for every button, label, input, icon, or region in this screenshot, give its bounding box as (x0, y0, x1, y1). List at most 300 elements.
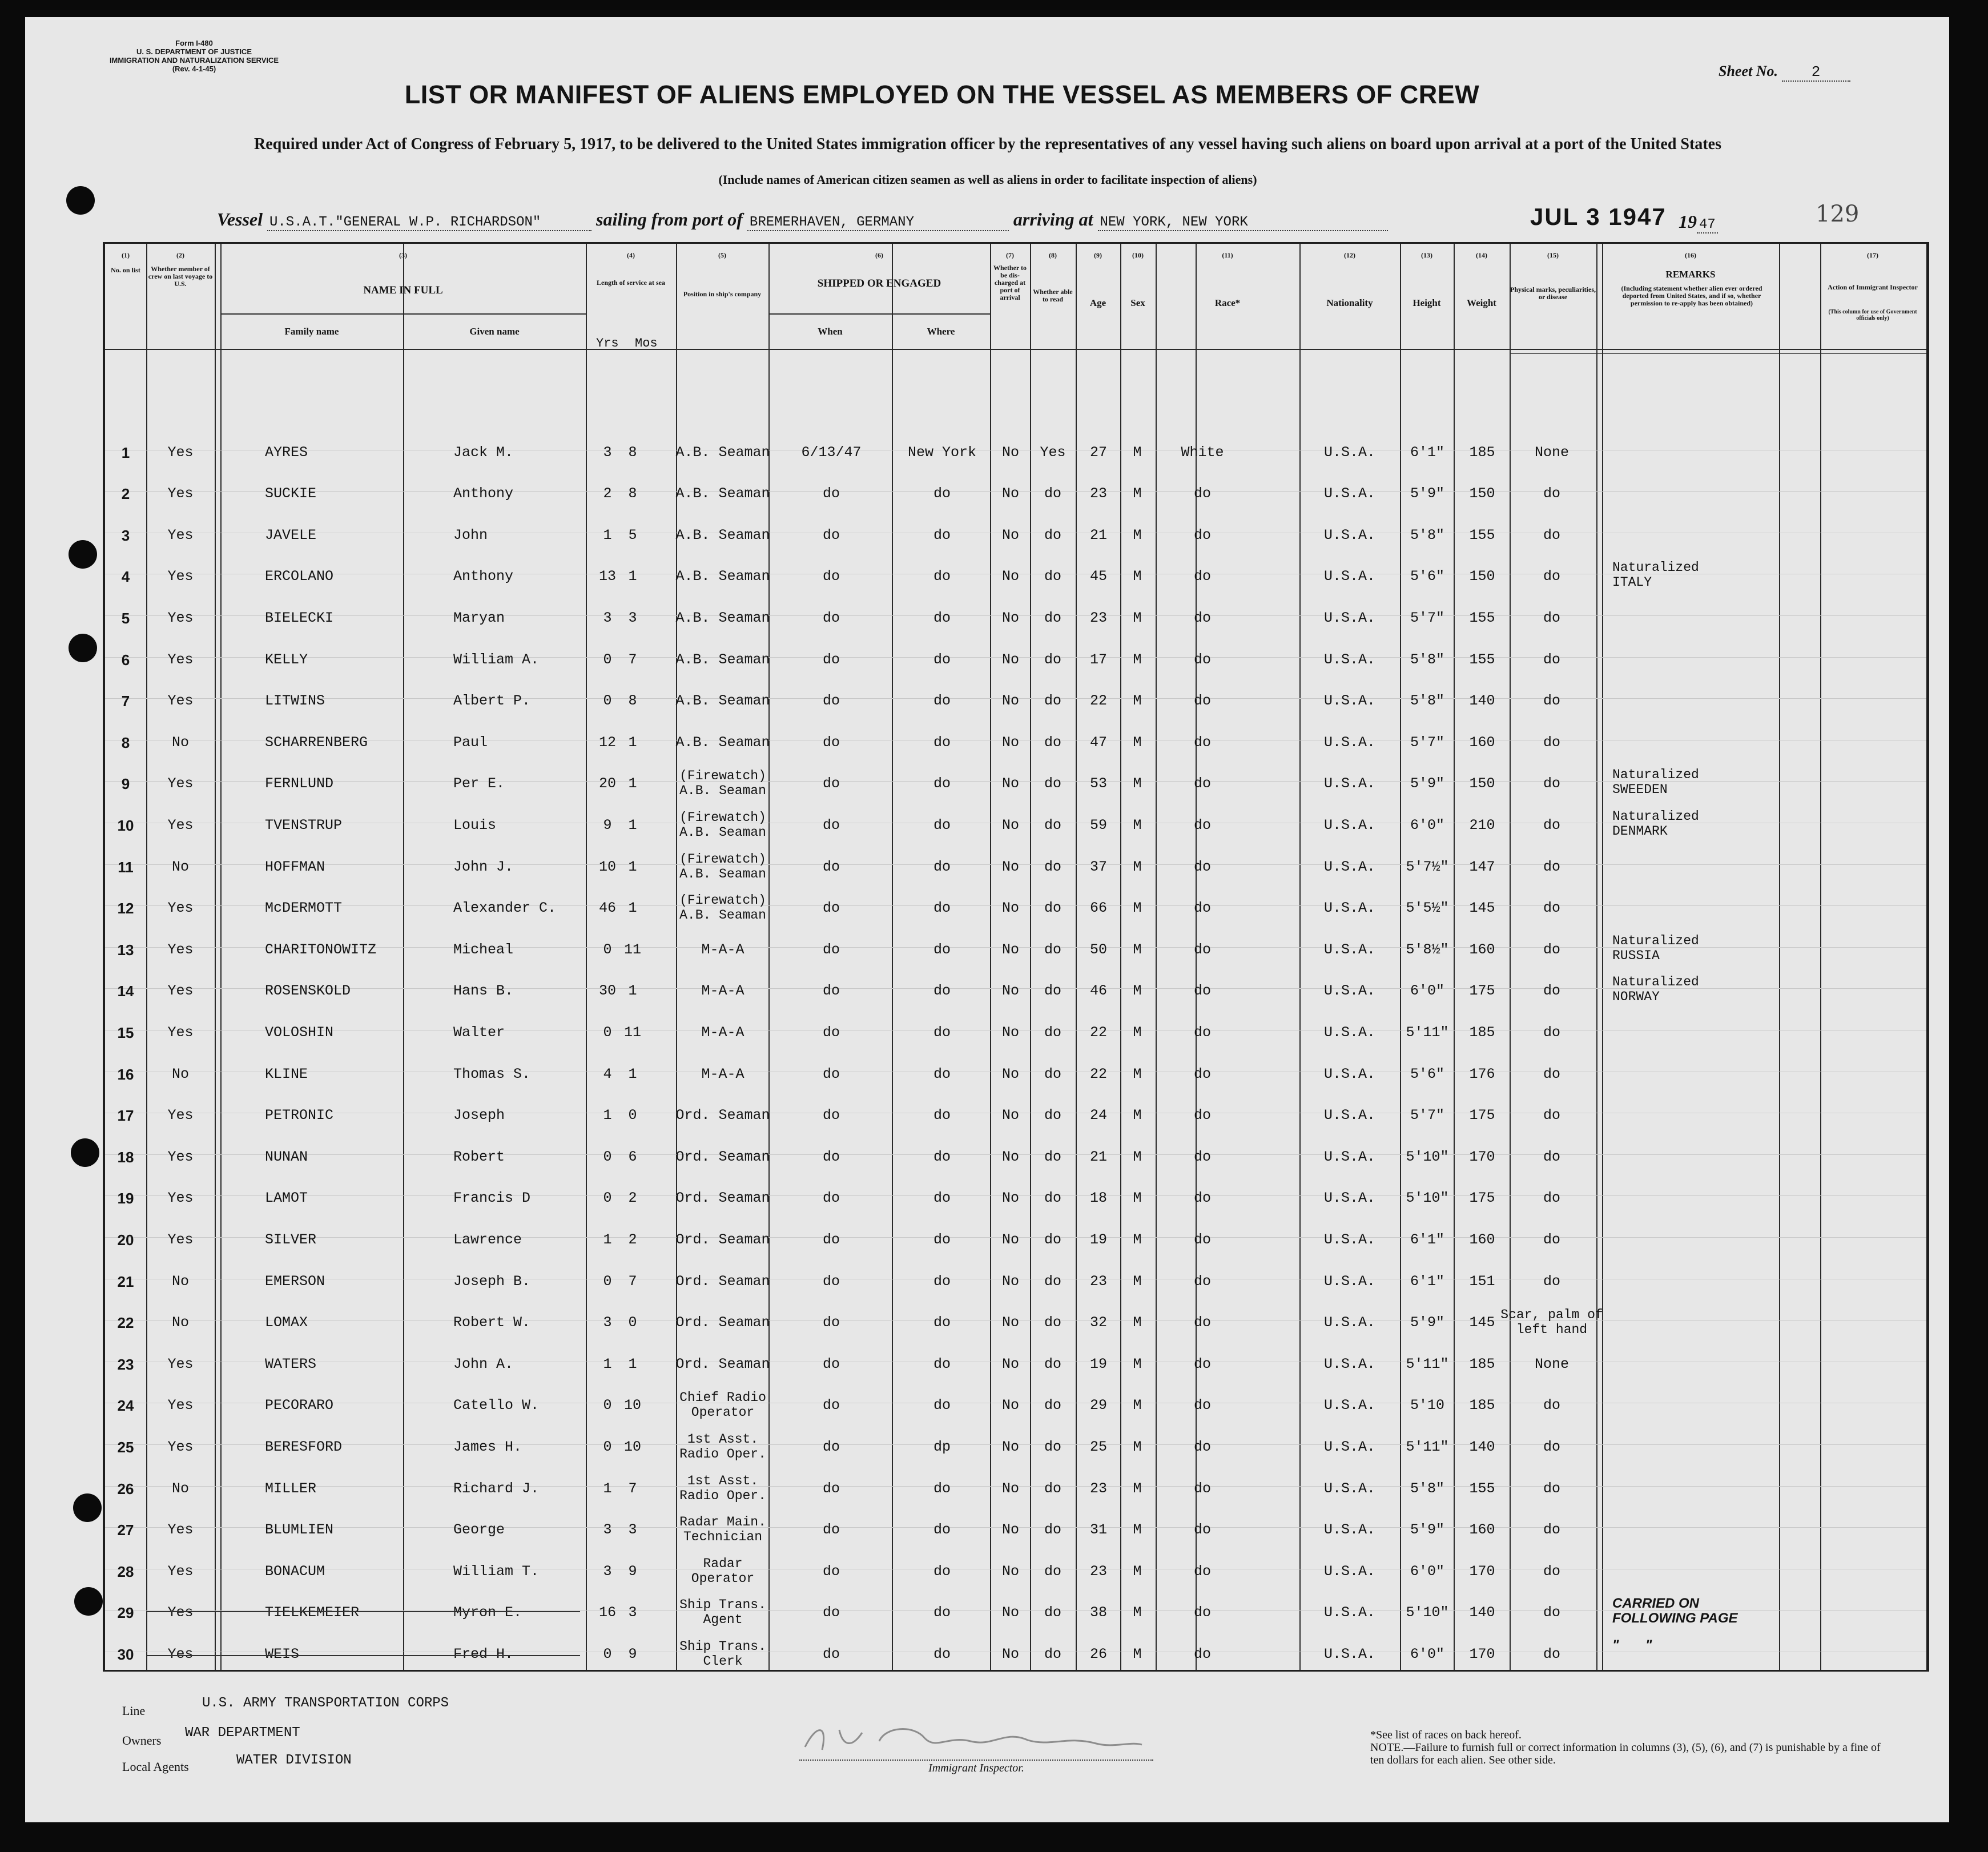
nationality: U.S.A. (1323, 568, 1376, 585)
service-months: 3 (628, 610, 637, 626)
race: do (1193, 651, 1212, 668)
months-header: Mos (635, 336, 658, 351)
position: Ship Trans. Clerk (679, 1639, 766, 1669)
sex: M (1133, 775, 1142, 792)
owners-value: WAR DEPARTMENT (185, 1725, 300, 1741)
weight: 170 (1469, 1148, 1495, 1165)
given-name: William A. (453, 651, 540, 668)
sex: M (1133, 526, 1142, 543)
column-number-c9: (9) (1094, 251, 1102, 259)
able-to-read: do (1044, 1604, 1062, 1621)
physical-marks: do (1543, 1563, 1561, 1580)
footer-owners: Owners WAR DEPARTMENT (122, 1733, 161, 1748)
service-months: 8 (628, 693, 637, 710)
service-years: 30 (598, 983, 617, 1000)
race: do (1193, 610, 1212, 626)
column-header-c10: Sex (1130, 297, 1145, 308)
weight: 140 (1469, 1439, 1495, 1455)
height: 6'0" (1410, 983, 1445, 1000)
inspector-label: Immigrant Inspector. (799, 1760, 1153, 1775)
nationality: U.S.A. (1323, 1065, 1376, 1082)
row-number: 18 (117, 1148, 134, 1166)
last-voyage: Yes (167, 1231, 194, 1248)
nationality: U.S.A. (1323, 485, 1376, 502)
age: 66 (1089, 900, 1108, 917)
column-number-c14: (14) (1476, 251, 1487, 259)
last-voyage: Yes (167, 1439, 194, 1455)
row-number: 17 (117, 1107, 134, 1125)
remarks: CARRIED ON FOLLOWING PAGE (1612, 1596, 1738, 1626)
shipped-when: do (822, 1563, 840, 1580)
race: do (1193, 485, 1212, 502)
discharged: No (1001, 1646, 1020, 1662)
last-voyage: No (171, 1480, 190, 1497)
position: Radar Operator (691, 1556, 755, 1586)
shipped-when: do (822, 568, 840, 585)
position: (Firewatch) A.B. Seaman (679, 893, 766, 923)
service-years: 3 (603, 444, 612, 461)
service-years: 0 (603, 651, 612, 668)
position: A.B. Seaman (675, 734, 770, 751)
position: A.B. Seaman (675, 568, 770, 585)
family-name: BONACUM (265, 1563, 325, 1580)
position: M-A-A (701, 941, 745, 958)
last-voyage: Yes (167, 1397, 194, 1414)
service-years: 3 (603, 1314, 612, 1331)
sex: M (1133, 1065, 1142, 1082)
shipped-where: do (933, 734, 951, 751)
able-to-read: do (1044, 1439, 1062, 1455)
age: 27 (1089, 444, 1108, 461)
column-border (1076, 244, 1077, 1670)
service-years: 16 (598, 1604, 617, 1621)
race: do (1193, 1107, 1212, 1124)
column-border (1030, 244, 1031, 1670)
position: (Firewatch) A.B. Seaman (679, 851, 766, 881)
shipped-where: do (933, 817, 951, 834)
row-number: 13 (117, 941, 134, 959)
row-number: 10 (117, 817, 134, 834)
nationality: U.S.A. (1323, 1563, 1376, 1580)
given-name: Paul (453, 734, 488, 751)
height: 5'8" (1410, 1480, 1445, 1497)
nationality: U.S.A. (1323, 1190, 1376, 1207)
service-months: 1 (628, 900, 637, 917)
height: 5'9" (1410, 775, 1445, 792)
race: do (1193, 1190, 1212, 1207)
column-header-c1: No. on list (111, 266, 140, 274)
service-months: 1 (628, 983, 637, 1000)
service-months: 9 (628, 1646, 637, 1662)
service-months: 5 (628, 526, 637, 543)
service: IMMIGRATION AND NATURALIZATION SERVICE (109, 56, 279, 65)
service-years: 0 (603, 693, 612, 710)
row-number: 26 (117, 1480, 134, 1497)
given-name: William T. (453, 1563, 540, 1580)
height: 5'10" (1406, 1148, 1449, 1165)
age: 32 (1089, 1314, 1108, 1331)
height: 6'1" (1410, 444, 1445, 461)
page-subnote: (Include names of American citizen seamen as well as aliens in order to facilitate inspection of aliens) (718, 172, 1257, 187)
service-months: 2 (628, 1231, 637, 1248)
row-number: 30 (117, 1646, 134, 1663)
column-border (1510, 244, 1511, 1670)
service-months: 11 (623, 941, 642, 958)
nationality: U.S.A. (1323, 1604, 1376, 1621)
race: do (1193, 900, 1212, 917)
last-voyage: Yes (167, 526, 194, 543)
position: M-A-A (701, 983, 745, 1000)
height: 5'8" (1410, 693, 1445, 710)
page-subtitle: Required under Act of Congress of February 5, 1917, to be delivered to the United States immigration officer by the representatives of any vessel having such aliens on board upon arrival at a port of the United States (254, 135, 1721, 153)
shipped-where: do (933, 1397, 951, 1414)
column-number-c2: (2) (176, 251, 184, 259)
family-name: FERNLUND (265, 775, 334, 792)
discharged: No (1001, 1148, 1020, 1165)
races-note: *See list of races on back hereof. (1370, 1729, 1522, 1741)
age: 24 (1089, 1107, 1108, 1124)
race: do (1193, 568, 1212, 585)
last-voyage: Yes (167, 1148, 194, 1165)
physical-marks: do (1543, 1397, 1561, 1414)
weight: 140 (1469, 693, 1495, 710)
physical-marks: do (1543, 1604, 1561, 1621)
shipped-when: do (822, 1065, 840, 1082)
column-header-c6: SHIPPED OR ENGAGED (817, 277, 941, 289)
column-number-c6: (6) (875, 251, 883, 259)
able-to-read: do (1044, 1190, 1062, 1207)
sex: M (1133, 1190, 1142, 1207)
nationality: U.S.A. (1323, 1273, 1376, 1290)
race: do (1193, 526, 1212, 543)
sex: M (1133, 1563, 1142, 1580)
service-years: 20 (598, 775, 617, 792)
given-name: Francis D (453, 1190, 531, 1207)
column-number-c10: (10) (1132, 251, 1144, 259)
age: 53 (1089, 775, 1108, 792)
row-number: 4 (121, 568, 130, 586)
shipped-when: do (822, 651, 840, 668)
family-name: LOMAX (265, 1314, 308, 1331)
row-number: 24 (117, 1397, 134, 1415)
discharged: No (1001, 1065, 1020, 1082)
column-border (586, 244, 587, 1670)
physical-marks: do (1543, 775, 1561, 792)
family-name: ROSENSKOLD (265, 983, 351, 1000)
column-border (215, 244, 216, 1670)
family-name: SILVER (265, 1231, 317, 1248)
inspector-subheader: (This column for use of Government officials only) (1828, 309, 1917, 321)
weight: 185 (1469, 1397, 1495, 1414)
age: 25 (1089, 1439, 1108, 1455)
column-header-c8: Whether able to read (1033, 288, 1073, 303)
column-header-c15: Physical marks, peculiarities, or disease (1510, 285, 1596, 301)
given-name: Robert W. (453, 1314, 531, 1331)
able-to-read: do (1044, 734, 1062, 751)
age: 23 (1089, 1273, 1108, 1290)
sex: M (1133, 1480, 1142, 1497)
weight: 185 (1469, 444, 1495, 461)
service-years: 9 (603, 817, 612, 834)
physical-marks: do (1543, 1107, 1561, 1124)
line-value: U.S. ARMY TRANSPORTATION CORPS (202, 1696, 449, 1711)
height: 6'0" (1410, 817, 1445, 834)
given-name: Lawrence (453, 1231, 522, 1248)
family-name: WEIS (265, 1646, 300, 1662)
last-voyage: Yes (167, 1190, 194, 1207)
nationality: U.S.A. (1323, 734, 1376, 751)
service-years: 4 (603, 1065, 612, 1082)
age: 29 (1089, 1397, 1108, 1414)
row-number: 29 (117, 1604, 134, 1622)
nationality: U.S.A. (1323, 1148, 1376, 1165)
strike-line (146, 1655, 580, 1656)
shipped-when: do (822, 526, 840, 543)
row-number: 5 (121, 610, 130, 627)
position: Ord. Seaman (675, 1273, 770, 1290)
nationality: U.S.A. (1323, 526, 1376, 543)
given-name-header: Given name (469, 326, 520, 337)
given-name: Albert P. (453, 693, 531, 710)
sex: M (1133, 444, 1142, 461)
race: do (1193, 1024, 1212, 1041)
position: Ord. Seaman (675, 1314, 770, 1331)
last-voyage: Yes (167, 900, 194, 917)
family-name: WATERS (265, 1355, 317, 1372)
service-years: 0 (603, 1439, 612, 1455)
race: White (1181, 444, 1224, 461)
last-voyage: Yes (167, 444, 194, 461)
column-border (146, 244, 147, 1670)
race: do (1193, 1065, 1212, 1082)
sex: M (1133, 817, 1142, 834)
family-name: MILLER (265, 1480, 317, 1497)
service-months: 1 (628, 775, 637, 792)
column-border (1156, 244, 1157, 1670)
last-voyage: Yes (167, 1563, 194, 1580)
able-to-read: do (1044, 900, 1062, 917)
shipped-where: do (933, 858, 951, 875)
position: A.B. Seaman (675, 444, 770, 461)
able-to-read: do (1044, 526, 1062, 543)
last-voyage: Yes (167, 941, 194, 958)
age: 19 (1089, 1231, 1108, 1248)
sex: M (1133, 1439, 1142, 1455)
given-name: Walter (453, 1024, 505, 1041)
family-name: SUCKIE (265, 485, 317, 502)
row-number: 3 (121, 526, 130, 544)
height: 5'8½" (1406, 941, 1449, 958)
service-years: 3 (603, 610, 612, 626)
race: do (1193, 1480, 1212, 1497)
height: 5'10" (1406, 1604, 1449, 1621)
physical-marks: do (1543, 1646, 1561, 1662)
sex: M (1133, 485, 1142, 502)
shipped-where: do (933, 1231, 951, 1248)
able-to-read: do (1044, 1355, 1062, 1372)
able-to-read: do (1044, 1024, 1062, 1041)
weight: 175 (1469, 1107, 1495, 1124)
last-voyage: Yes (167, 1604, 194, 1621)
family-name: SCHARRENBERG (265, 734, 368, 751)
column-header-c5: Position in ship's company (683, 290, 762, 298)
row-number: 28 (117, 1563, 134, 1580)
column-number-c13: (13) (1421, 251, 1432, 259)
column-header-c17: Action of Immigrant Inspector (1828, 283, 1918, 291)
age: 23 (1089, 1563, 1108, 1580)
family-name: PETRONIC (265, 1107, 334, 1124)
shipped-where: do (933, 1273, 951, 1290)
race: do (1193, 775, 1212, 792)
shipped-where: do (933, 983, 951, 1000)
shipped-when: do (822, 1355, 840, 1372)
weight: 155 (1469, 651, 1495, 668)
sex: M (1133, 651, 1142, 668)
weight: 150 (1469, 485, 1495, 502)
age: 21 (1089, 526, 1108, 543)
sex: M (1133, 1646, 1142, 1662)
column-header-c11: Race* (1214, 297, 1241, 308)
years-header: Yrs (596, 336, 619, 351)
shipped-when: do (822, 1480, 840, 1497)
shipped-when: do (822, 900, 840, 917)
column-number-c8: (8) (1049, 251, 1057, 259)
service-months: 10 (623, 1397, 642, 1414)
last-voyage: Yes (167, 651, 194, 668)
service-months: 8 (628, 444, 637, 461)
nationality: U.S.A. (1323, 858, 1376, 875)
height: 5'9" (1410, 1314, 1445, 1331)
service-months: 1 (628, 817, 637, 834)
discharged: No (1001, 1480, 1020, 1497)
sex: M (1133, 1107, 1142, 1124)
shipped-where: do (933, 1148, 951, 1165)
shipped-where: do (933, 1480, 951, 1497)
position: A.B. Seaman (675, 526, 770, 543)
family-name: EMERSON (265, 1273, 325, 1290)
height: 6'0" (1410, 1563, 1445, 1580)
nationality: U.S.A. (1323, 693, 1376, 710)
service-months: 1 (628, 1355, 637, 1372)
family-name: ERCOLANO (265, 568, 334, 585)
last-voyage: Yes (167, 693, 194, 710)
physical-marks: do (1543, 651, 1561, 668)
discharged: No (1001, 775, 1020, 792)
able-to-read: do (1044, 1397, 1062, 1414)
row-number: 19 (117, 1190, 134, 1207)
service-years: 0 (603, 1397, 612, 1414)
race: do (1193, 1397, 1212, 1414)
service-months: 10 (623, 1439, 642, 1455)
discharged: No (1001, 1397, 1020, 1414)
discharged: No (1001, 900, 1020, 917)
race: do (1193, 1439, 1212, 1455)
remarks: Naturalized NORWAY (1612, 975, 1699, 1005)
last-voyage: Yes (167, 1646, 194, 1662)
physical-marks: do (1543, 1024, 1561, 1041)
position: (Firewatch) A.B. Seaman (679, 768, 766, 799)
discharged: No (1001, 1024, 1020, 1041)
sex: M (1133, 1604, 1142, 1621)
height: 5'7" (1410, 610, 1445, 626)
vessel-name: U.S.A.T."GENERAL W.P. RICHARDSON" (267, 215, 591, 231)
row-number: 7 (121, 693, 130, 710)
able-to-read: do (1044, 1273, 1062, 1290)
able-to-read: do (1044, 1231, 1062, 1248)
shipped-where: do (933, 1521, 951, 1539)
family-name: BERESFORD (265, 1439, 343, 1455)
physical-marks: None (1534, 1355, 1570, 1372)
shipped-where: do (933, 775, 951, 792)
discharged: No (1001, 610, 1020, 626)
vessel-line: Vessel U.S.A.T."GENERAL W.P. RICHARDSON" sailing from port of BREMERHAVEN, GERMANY arriving at NEW YORK, NEW YORK (217, 209, 1388, 231)
physical-marks: do (1543, 485, 1561, 502)
race: do (1193, 1355, 1212, 1372)
row-number: 27 (117, 1521, 134, 1539)
punch-hole (73, 1493, 102, 1522)
column-border (990, 244, 991, 1670)
column-header-c4: Length of service at sea (597, 279, 665, 287)
service-months: 8 (628, 485, 637, 502)
column-border (1120, 244, 1121, 1670)
page-number: 129 (1816, 201, 1860, 227)
inspector-signature (799, 1718, 1153, 1758)
punch-hole (69, 540, 97, 569)
height: 6'0" (1410, 1646, 1445, 1662)
discharged: No (1001, 817, 1020, 834)
physical-marks: do (1543, 1065, 1561, 1082)
shipped-where: do (933, 651, 951, 668)
shipped-where: do (933, 1107, 951, 1124)
service-years: 1 (603, 526, 612, 543)
discharged: No (1001, 651, 1020, 668)
shipped-where: do (933, 1646, 951, 1662)
column-number-c3: (3) (399, 251, 407, 259)
nationality: U.S.A. (1323, 1107, 1376, 1124)
service-years: 2 (603, 485, 612, 502)
sex: M (1133, 1231, 1142, 1248)
age: 22 (1089, 693, 1108, 710)
able-to-read: do (1044, 941, 1062, 958)
physical-marks: do (1543, 693, 1561, 710)
last-voyage: Yes (167, 1107, 194, 1124)
service-years: 0 (603, 1148, 612, 1165)
height: 5'8" (1410, 526, 1445, 543)
shipped-when: do (822, 1314, 840, 1331)
shipped-where: do (933, 693, 951, 710)
race: do (1193, 1563, 1212, 1580)
given-name: John A. (453, 1355, 514, 1372)
row-number: 6 (121, 651, 130, 669)
sex: M (1133, 1397, 1142, 1414)
department: U. S. DEPARTMENT OF JUSTICE (136, 47, 252, 56)
position: Ship Trans. Agent (679, 1597, 766, 1628)
race: do (1193, 734, 1212, 751)
shipped-where: do (933, 1065, 951, 1082)
shipped-where: do (933, 900, 951, 917)
height: 5'5½" (1406, 900, 1449, 917)
discharged: No (1001, 983, 1020, 1000)
column-number-c12: (12) (1344, 251, 1355, 259)
physical-marks: do (1543, 1231, 1561, 1248)
shipped-where: do (933, 941, 951, 958)
column-header-c7: Whether to be dis-charged at port of arrival (993, 264, 1027, 301)
weight: 155 (1469, 610, 1495, 626)
able-to-read: do (1044, 1646, 1062, 1662)
row-number: 16 (117, 1065, 134, 1083)
service-years: 12 (598, 734, 617, 751)
family-name: PECORARO (265, 1397, 334, 1414)
